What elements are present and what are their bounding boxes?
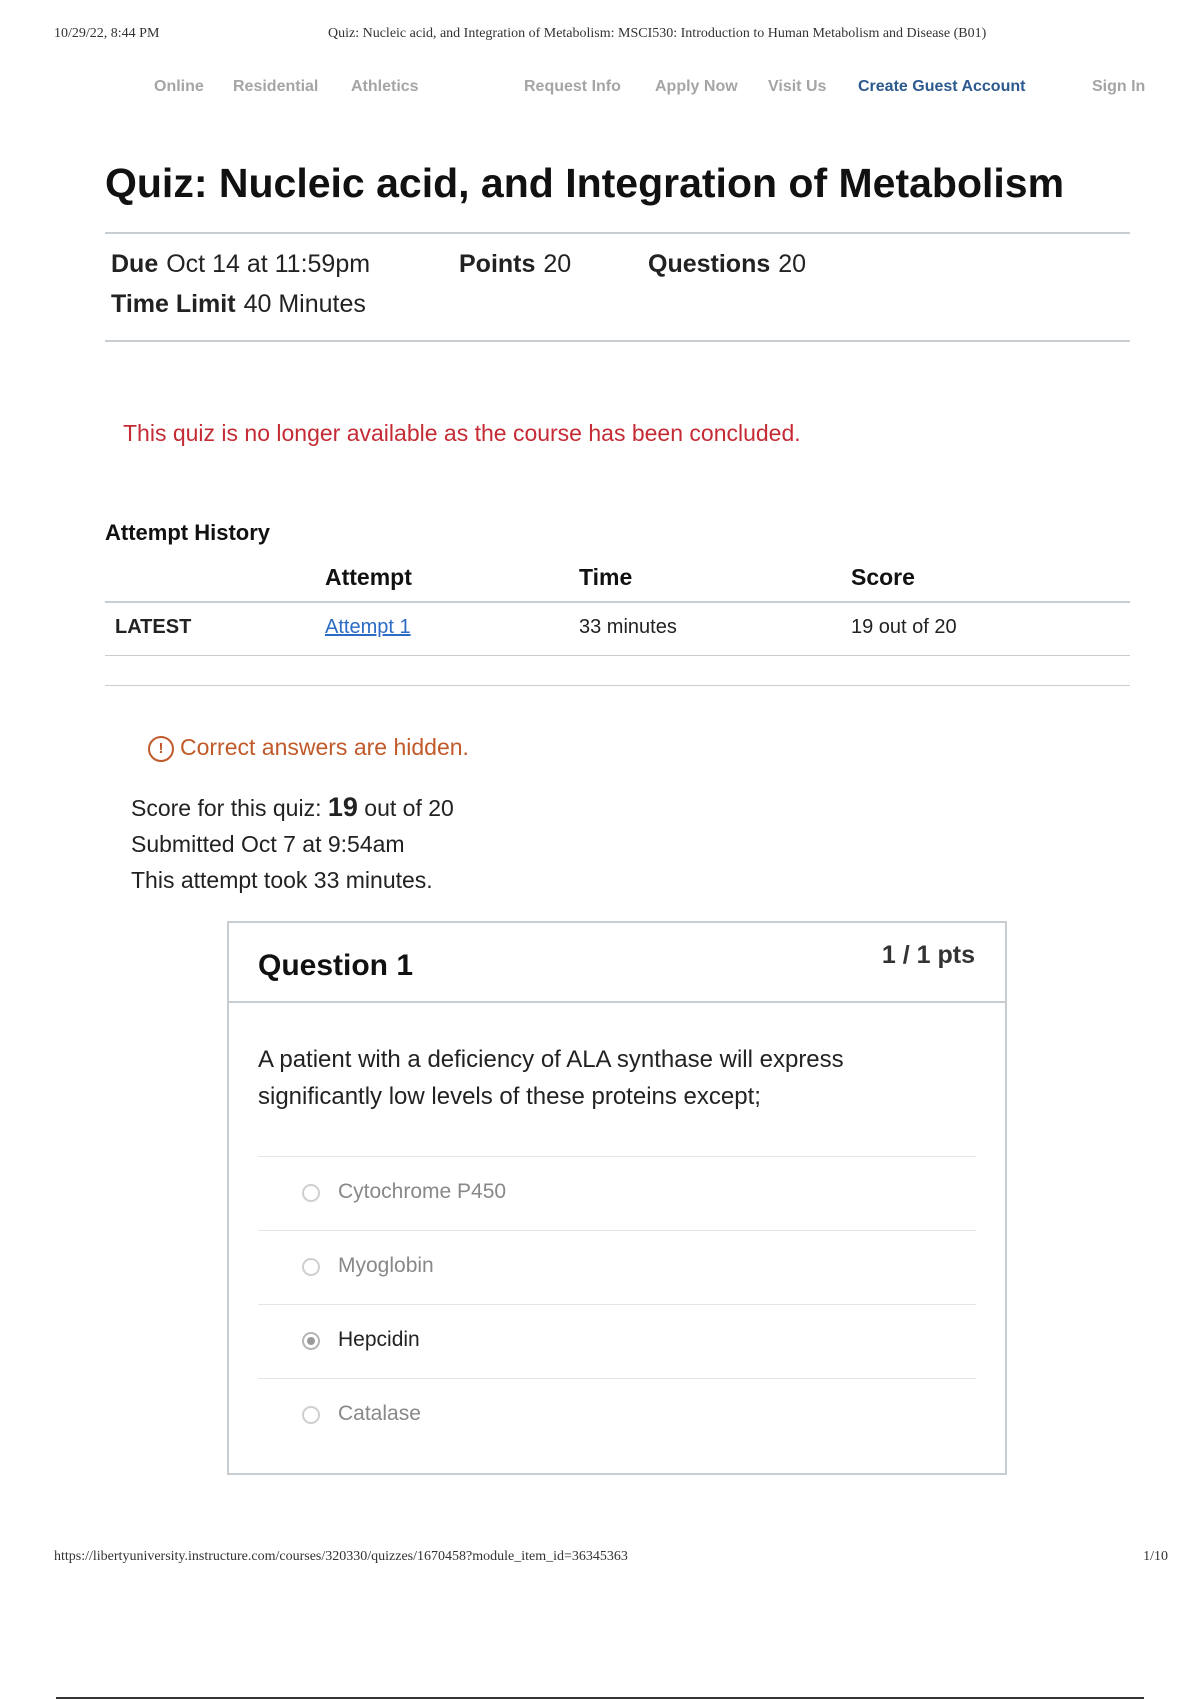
title-divider — [105, 232, 1130, 234]
table-row-divider — [105, 655, 1130, 656]
question-points: 1 / 1 pts — [881, 941, 975, 969]
score-suffix: out of 20 — [364, 795, 454, 821]
quiz-score — [131, 792, 454, 823]
warning-icon: ! — [148, 736, 174, 762]
question-text: A patient with a deficiency of ALA synthase will express significantly low levels of these proteins except; — [258, 1046, 844, 1110]
question-title: Question 1 — [258, 949, 414, 982]
questions-label: Questions — [648, 250, 771, 278]
table-header-divider — [105, 601, 1130, 603]
due-label: Due — [111, 250, 159, 278]
attempt-score: 19 out of 20 — [851, 616, 957, 638]
print-datetime: 10/29/22, 8:44 PM — [54, 26, 160, 41]
time-limit — [111, 290, 366, 319]
points-value: 20 — [543, 250, 572, 278]
time-limit-label: Time Limit — [111, 290, 236, 318]
questions-value: 20 — [778, 250, 807, 278]
points-label: Points — [459, 250, 536, 278]
attempt-duration: This attempt took 33 minutes. — [131, 867, 433, 893]
score-prefix: Score for this quiz: — [131, 795, 322, 821]
question-card — [227, 921, 1007, 1475]
attempt-history-heading: Attempt History — [105, 520, 271, 545]
nav-athletics[interactable]: Athletics — [351, 78, 419, 95]
meta-divider — [105, 340, 1130, 342]
column-header-attempt: Attempt — [325, 564, 412, 590]
due-value: Oct 14 at 11:59pm — [166, 250, 371, 278]
nav-online[interactable]: Online — [154, 78, 204, 95]
nav-create-guest-account[interactable]: Create Guest Account — [858, 78, 1026, 95]
score-value: 19 — [327, 792, 358, 822]
print-page-number: 1/10 — [1143, 1549, 1168, 1564]
nav-residential[interactable]: Residential — [233, 78, 319, 95]
nav-sign-in[interactable]: Sign In — [1092, 78, 1146, 95]
print-url: https://libertyuniversity.instructure.com/courses/320330/quizzes/1670458?module_item_id=36345363 — [54, 1549, 628, 1564]
top-navigation — [0, 78, 1200, 102]
answer-list — [258, 1156, 976, 1452]
latest-tag: LATEST — [115, 616, 192, 638]
answer-option[interactable] — [258, 1304, 976, 1378]
answer-option[interactable] — [258, 1230, 976, 1304]
answer-option[interactable] — [258, 1378, 976, 1452]
answer-option[interactable] — [258, 1156, 976, 1230]
points-info — [459, 250, 571, 279]
page-title: Quiz: Nucleic acid, and Integration of Metabolism — [105, 160, 1065, 206]
radio-button[interactable] — [302, 1184, 320, 1202]
questions-info — [648, 250, 806, 279]
nav-apply-now[interactable]: Apply Now — [655, 78, 738, 95]
correct-answers-hidden-notice — [148, 734, 469, 762]
notice-text: Correct answers are hidden. — [180, 734, 469, 760]
column-header-score: Score — [851, 564, 915, 590]
nav-request-info[interactable]: Request Info — [524, 78, 621, 95]
radio-button-selected[interactable] — [302, 1332, 320, 1350]
radio-button[interactable] — [302, 1258, 320, 1276]
nav-visit-us[interactable]: Visit Us — [768, 78, 827, 95]
question-header — [229, 923, 1005, 1003]
answer-label: Myoglobin — [338, 1254, 434, 1277]
submitted-time: Submitted Oct 7 at 9:54am — [131, 831, 405, 857]
answer-label: Catalase — [338, 1402, 421, 1425]
column-header-time: Time — [579, 564, 633, 590]
answer-label: Hepcidin — [338, 1328, 420, 1351]
page-bottom-rule — [56, 1697, 1144, 1699]
print-doc-title: Quiz: Nucleic acid, and Integration of Metabolism: MSCI530: Introduction to Human Metabolism and Disease (B01) — [328, 26, 987, 41]
radio-button[interactable] — [302, 1406, 320, 1424]
time-limit-value: 40 Minutes — [243, 290, 366, 318]
attempt-1-link[interactable]: Attempt 1 — [325, 616, 411, 638]
answer-label: Cytochrome P450 — [338, 1180, 507, 1203]
attempt-time: 33 minutes — [579, 616, 677, 638]
history-divider — [105, 685, 1130, 686]
due-date — [111, 250, 370, 279]
quiz-unavailable-message: This quiz is no longer available as the course has been concluded. — [123, 420, 801, 446]
